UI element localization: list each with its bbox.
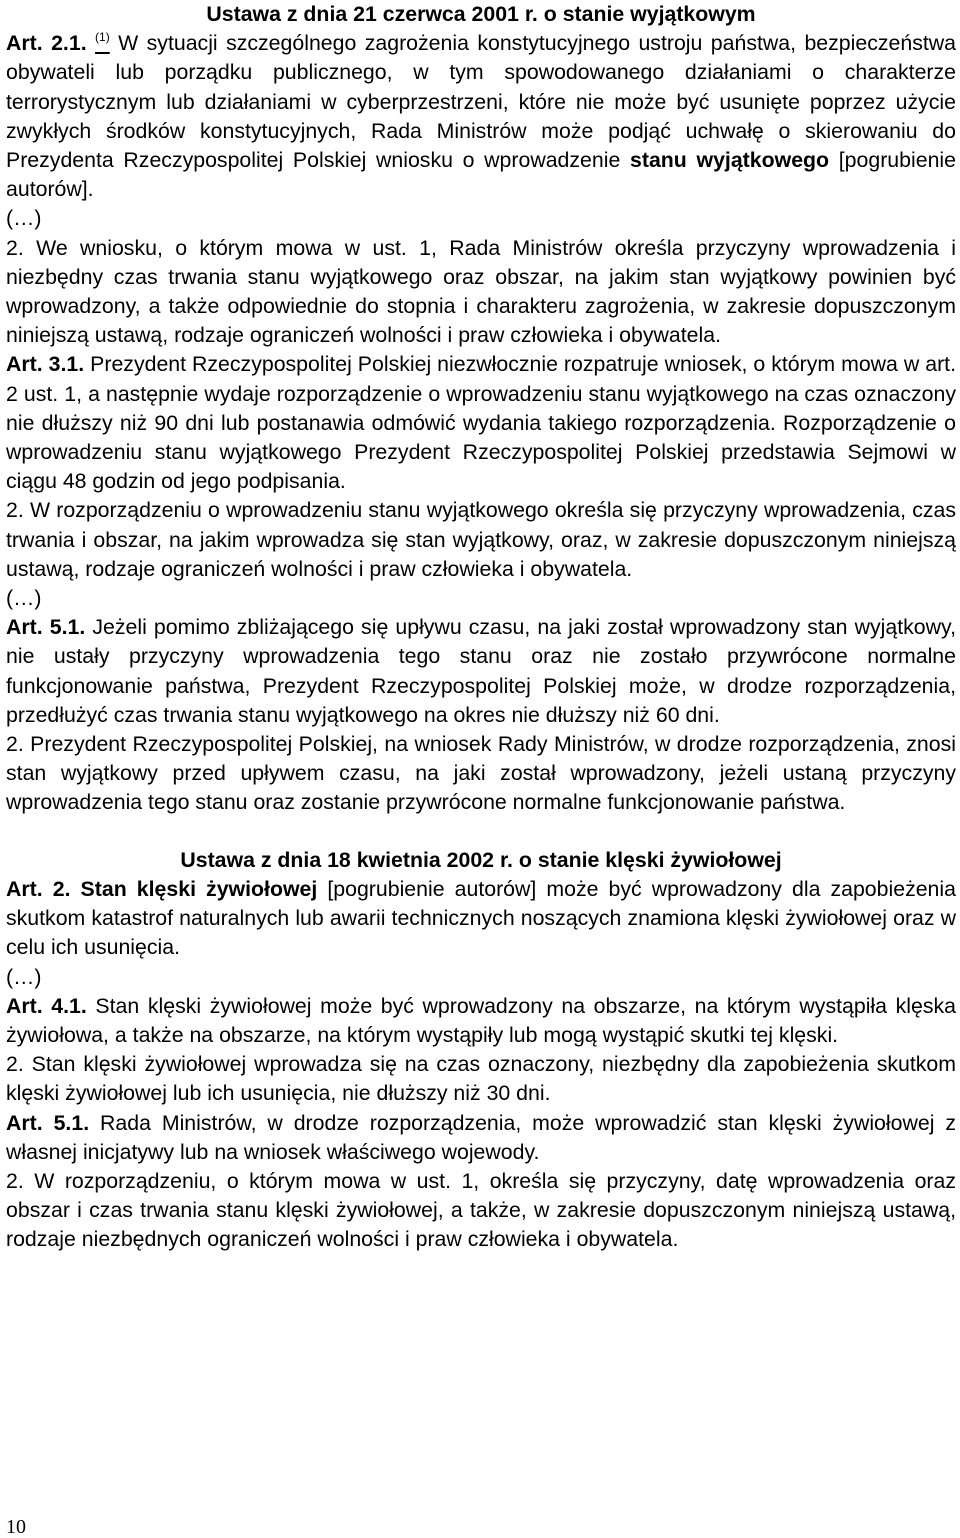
article-label: Art. 5.1. — [6, 1110, 90, 1135]
article-label: Art. 3.1. — [6, 352, 85, 377]
bold-term: stanu wyjątkowego — [630, 148, 830, 173]
ellipsis: (…) — [6, 964, 42, 989]
art5-para1: Art. 5.1. Jeżeli pomimo zbliżającego się upływu czasu, na jaki został wprowadzony stan wyjątkowy, nie ustały przyczyny wprowadzenia tego stanu oraz nie zostało przywrócone normalne funkcjonowanie państwa, Prezydent Rzeczypospolitej Polskiej może, w drodze rozporządzenia, przedłużyć czas trwania stanu wyjątkowego na okres nie dłuższy niż 60 dni. — [6, 615, 956, 727]
section-title-natural-disaster: Ustawa z dnia 18 kwietnia 2002 r. o stanie klęski żywiołowej — [180, 847, 782, 872]
footnote-marker[interactable]: (1) — [95, 30, 110, 45]
ellipsis: (…) — [6, 586, 42, 611]
art5-para2: 2. Prezydent Rzeczypospolitej Polskiej, na wniosek Rady Ministrów, w drodze rozporządzenia, znosi stan wyjątkowy przed upływem czasu, na jaki został wprowadzony, jeżeli ustaną przyczyny wprowadzenia tego stanu oraz zostanie przywrócone normalne funkcjonowanie państwa. — [6, 732, 956, 815]
s2-art4-para2: 2. Stan klęski żywiołowej wprowadza się na czas oznaczony, niezbędny dla zapobieżenia skutkom klęski żywiołowej lub ich usunięcia, nie dłuższy niż 30 dni. — [6, 1052, 956, 1106]
s2-art2-para1: Art. 2. Stan klęski żywiołowej [pogrubienie autorów] może być wprowadzony dla zapobieżenia skutkom katastrof naturalnych lub awarii technicznych noszących znamiona klęski żywiołowej oraz w celu ich usunięcia. — [6, 876, 956, 960]
art2-para1: Art. 2.1. $^{(1)}$ W sytuacji szczególnego zagrożenia konstytucyjnego ustroju państwa, bezpieczeństwa obywateli lub porządku publicznego, w tym spowodowanego działaniami o charakterze terrorystycznym lub działaniami w cyberprzestrzeni, które nie może być usunięte poprzez użycie zwykłych środków konstytucyjnych, Rada Ministrów może podjąć uchwałę o skierowaniu do Prezydenta Rzeczypospolitej Polskiej wniosku o wprowadzenie stanu wyjątkowego [pogrubienie autorów]. — [6, 30, 956, 202]
article-label: Art. 4.1. — [6, 993, 87, 1018]
art2-para2: 2. We wniosku, o którym mowa w ust. 1, Rada Ministrów określa przyczyny wprowadzenia i niezbędny czas trwania stanu wyjątkowego oraz obszar, na jakim stan wyjątkowy powinien być wprowadzony, a także odpowiednie do stopnia i charakteru zagrożenia, w zakresie dopuszczonym niniejszą ustawą, rodzaje ograniczeń wolności i praw człowieka i obywatela. — [6, 235, 956, 348]
article-label: Art. 2. Stan klęski żywiołowej — [6, 876, 318, 901]
section-title-state-of-emergency: Ustawa z dnia 21 czerwca 2001 r. o stanie wyjątkowym — [206, 2, 756, 26]
article-label: Art. 2.1. — [6, 31, 87, 56]
s2-art4-para1: Art. 4.1. Stan klęski żywiołowej może być wprowadzony na obszarze, na którym wystąpiła klęska żywiołowa, a także na obszarze, na którym wystąpiły lub mogą wystąpić skutki tej klęski. — [6, 993, 956, 1047]
page-number: 10 — [6, 1516, 26, 1538]
article-label: Art. 5.1. — [6, 615, 86, 640]
ellipsis: (…) — [6, 206, 42, 231]
s2-art5-para1: Art. 5.1. Rada Ministrów, w drodze rozporządzenia, może wprowadzić stan klęski żywiołowej z własnej inicjatywy lub na wniosek właściwego wojewody. — [6, 1110, 956, 1164]
art3-para2: 2. W rozporządzeniu o wprowadzeniu stanu wyjątkowego określa się przyczyny wprowadzenia, czas trwania i obszar, na jakim wprowadza się stan wyjątkowy, oraz, w zakresie dopuszczonym niniejszą ustawą, rodzaje ograniczeń wolności i praw człowieka i obywatela. — [6, 498, 956, 581]
s2-art5-para2: 2. W rozporządzeniu, o którym mowa w ust. 1, określa się przyczyny, datę wprowadzenia oraz obszar i czas trwania stanu klęski żywiołowej, a także, w zakresie dopuszczonym niniejszą ustawą, rodzaje niezbędnych ograniczeń wolności i praw człowieka i obywatela. — [6, 1168, 956, 1252]
document-page — [6, 0, 956, 1255]
art3-para1: Art. 3.1. Prezydent Rzeczypospolitej Polskiej niezwłocznie rozpatruje wniosek, o którym mowa w art. 2 ust. 1, a następnie wydaje rozporządzenie o wprowadzeniu stanu wyjątkowego na czas oznaczony nie dłuższy niż 90 dni lub postanawia odmówić wydania takiego rozporządzenia. Rozporządzenie o wprowadzeniu stanu wyjątkowego Prezydent Rzeczypospolitej Polskiej przedstawia Sejmowi w ciągu 48 godzin od jego podpisania. — [6, 352, 957, 494]
